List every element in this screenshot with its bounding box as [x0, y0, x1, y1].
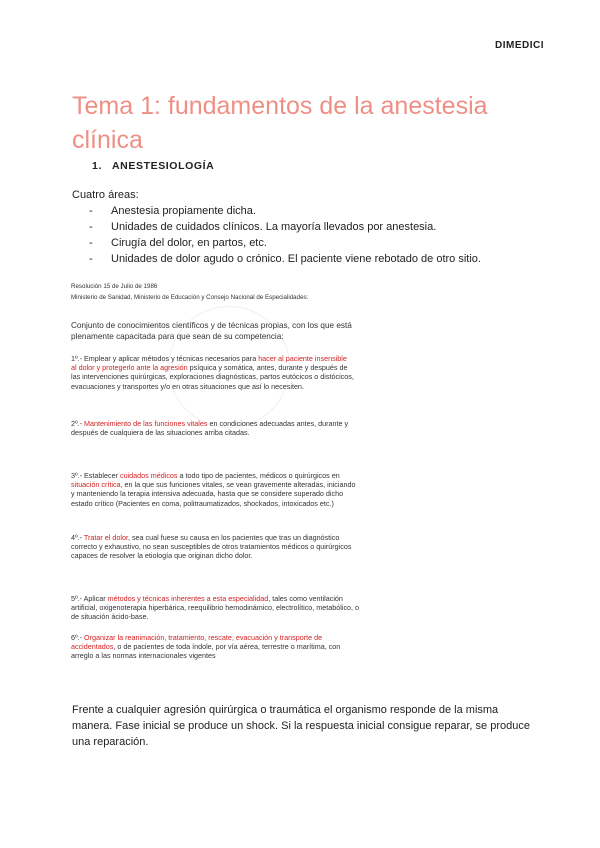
list-item-text: Unidades de cuidados clínicos. La mayoría llevados por anestesia.	[111, 221, 437, 233]
scan-definition: Conjunto de conocimientos científicos y de técnicas propias, con los que está plenamente capacitada para que sean de su competencia:	[71, 321, 352, 341]
scan-item-4: 4º.- Tratar el dolor, sea cual fuese su causa en los pacientes que tras un diagnóstico correcto y exhaustivo, no sean susceptibles de otros tratamientos médicos o quirúrgicos capaces de resolver la etiología que originan dicho dolor.	[71, 533, 352, 561]
page-title: Tema 1: fundamentos de la anestesia clínica	[72, 91, 488, 154]
dash-bullet-icon: -	[89, 237, 93, 249]
dash-bullet-icon: -	[89, 221, 93, 233]
section-title: ANESTESIOLOGÍA	[112, 160, 215, 172]
list-item-text: Anestesia propiamente dicha.	[111, 205, 256, 217]
scanned-resolution-image-top	[68, 276, 364, 464]
list-item	[72, 251, 481, 267]
scan-item-2: 2º.- Mantenimiento de las funciones vitales en condiciones adecuadas antes, durante y después de cualquiera de las situaciones arriba citadas.	[71, 419, 349, 438]
scan-header-date: Resolución 15 de Julio de 1986	[71, 283, 158, 290]
brand-label: DIMEDICI	[495, 40, 544, 51]
dash-bullet-icon: -	[89, 253, 93, 265]
closing-paragraph: Frente a cualquier agresión quirúrgica o traumática el organismo responde de la misma manera. Fase inicial se produce un shock. Si la respuesta inicial consigue reparar, se produce una reparación.	[72, 704, 530, 748]
scan-item-1: 1º.- Emplear y aplicar métodos y técnicas necesarios para hacer al paciente insensible al dolor y protegerlo ante la agresión psíquica y somática, antes, durante y después de las intervenciones quirúrgicas, exploraciones diagnósticas, partos eutócicos o distócicos, evacuaciones y transportes y/o en otras situaciones que así lo necesiten.	[71, 354, 354, 391]
scanned-resolution-image-bottom	[68, 465, 364, 678]
areas-intro: Cuatro áreas:	[72, 189, 139, 201]
scan-item-5: 5º.- Aplicar métodos y técnicas inherentes a esta especialidad, tales como ventilación artificial, oxigenoterapia hiperbárica, reequilibrio hemodinámico, electrolítico, metabólico, o de situación ácido-base.	[71, 594, 360, 622]
scan-item-3: 3º.- Establecer cuidados médicos a todo tipo de pacientes, médicos o quirúrgicos en situación crítica, en la que sus funciones vitales, se vean gravemente alteradas, iniciando y manteniendo la terapia intensiva adecuada, hasta que se considere superado dicho estado crítico (Pacientes en coma, politraumatizados, shockados, intoxicados etc.)	[71, 471, 356, 508]
list-item	[72, 235, 481, 251]
list-item-text: Cirugía del dolor, en partos, etc.	[111, 237, 267, 249]
section-number: 1.	[92, 160, 102, 172]
list-item-text: Unidades de dolor agudo o crónico. El paciente viene rebotado de otro sitio.	[111, 253, 481, 265]
scan-header-ministry: Ministerio de Sanidad, Ministerio de Educación y Consejo Nacional de Especialidades:	[71, 294, 309, 301]
scan-item-6: 6º.- Organizar la reanimación, tratamiento, rescate, evacuación y transporte de accidentados, o de pacientes de toda índole, por vía aérea, terrestre o marítima, con arreglo a las normas internacionales vigentes	[71, 633, 341, 661]
areas-list	[72, 203, 481, 267]
list-item	[72, 203, 481, 219]
list-item	[72, 219, 481, 235]
section-heading	[92, 160, 214, 172]
dash-bullet-icon: -	[89, 205, 93, 217]
